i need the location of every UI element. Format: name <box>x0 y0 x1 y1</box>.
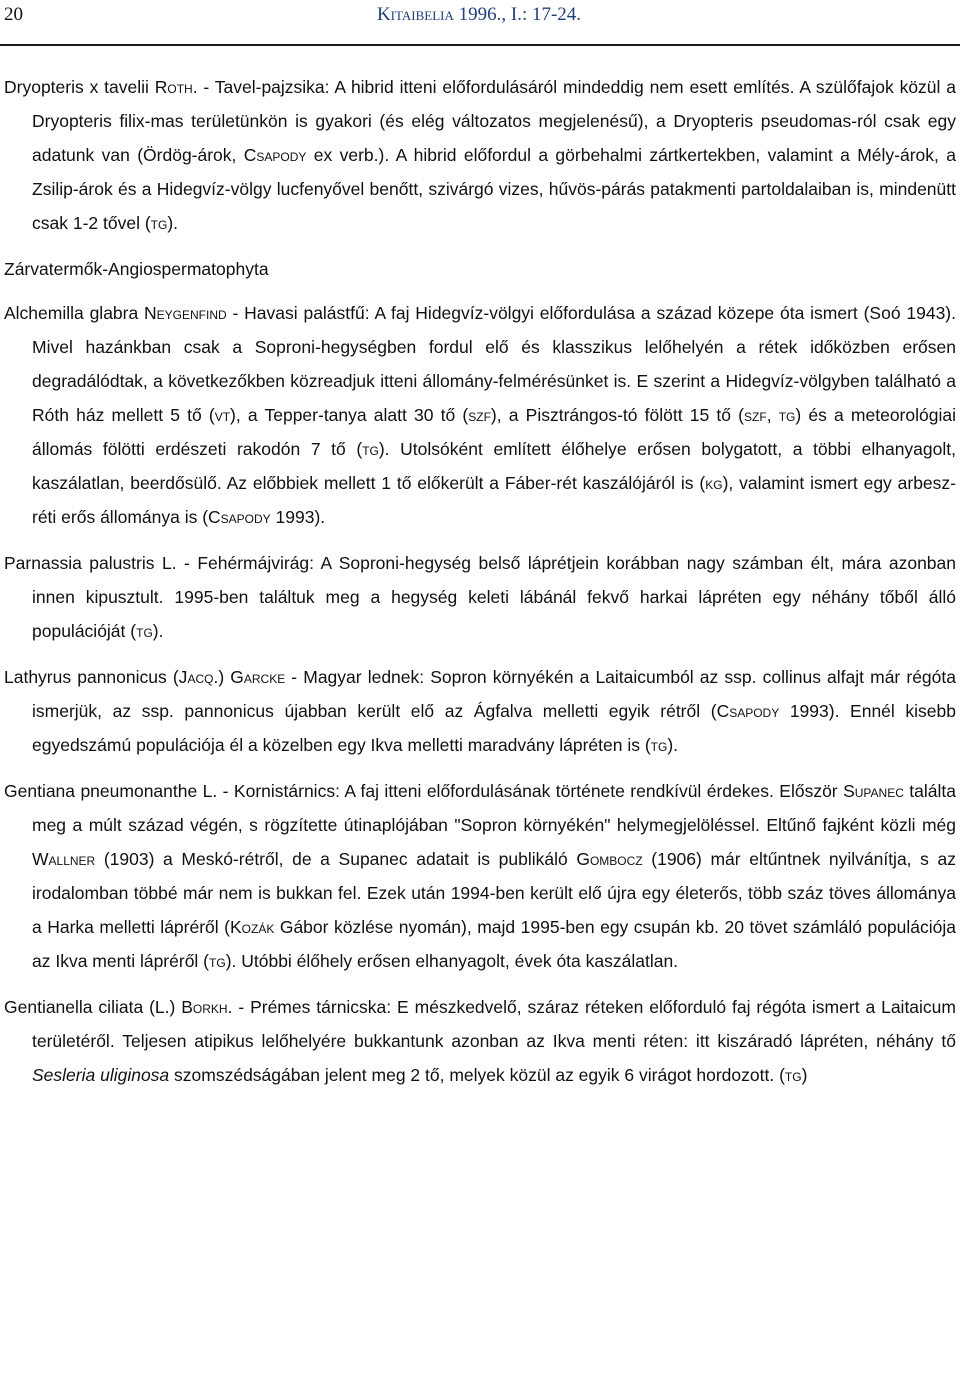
text-run: ), a Tepper-tanya alatt 30 tő ( <box>230 405 469 425</box>
author-name: tg <box>778 405 796 425</box>
text-run: Parnassia palustris L. - Fehérmájvirág: A Soproni-hegység belső láprétjein korábban nagy számban élt, mára azonban innen kipusztult. 1995-ben találtuk meg a hegység keleti lábánál fekvő harkai lápréten egy néhány tőből álló populációját ( <box>4 553 956 641</box>
species-entry-alchemilla <box>4 296 956 534</box>
text-run: szomszédságában jelent meg 2 tő, melyek közül az egyik 6 virágot hordozott. ( <box>169 1065 785 1085</box>
journal-name: Kitaibelia <box>376 4 454 25</box>
author-name: szf <box>744 405 767 425</box>
page-header <box>4 4 954 34</box>
text-run: 1993). Ennél kisebb egyedszámú populációja él a közelben egy Ikva melletti maradvány lápréten is ( <box>32 701 956 755</box>
species-entry-parnassia <box>4 546 956 648</box>
text-run: ), valamint ismert egy arbesz-réti erős állománya is (C <box>32 473 956 527</box>
text-run: ). <box>667 735 679 755</box>
species-name: Sesleria uliginosa <box>32 1065 170 1085</box>
text-run: - Magyar lednek: Sopron környékén a Laitaicumból az ssp. collinus alfajt már régóta ismerjük, az ssp. pannonicus újabban került elő az Ágfalva melletti egyik rétről (C <box>32 667 956 721</box>
author-name: tg <box>136 621 153 641</box>
author-name: sapody <box>220 507 271 527</box>
section-heading: Zárvatermők-Angiospermatophyta <box>4 259 269 279</box>
entry-paragraph <box>4 990 956 1092</box>
text-run: , <box>766 405 779 425</box>
species-entry-lathyrus <box>4 660 956 762</box>
text-run: - Havasi palástfű: A faj Hidegvíz-völgyi előfordulása a század közepe óta ismert (Soó 1943). Mivel hazánkban csak a Soproni-hegységben fordul elő és klasszikus lelőhelyén a rétek időközben erősen degradálódtak, a következőkben közreadjuk itteni állomány-felmérésünket is. E szerint a Hidegvíz-völgyben található a Róth ház mellett 5 tő ( <box>32 303 956 425</box>
text-run: ) és a meteorológiai állomás fölötti erdészeti rakodón 7 tő ( <box>32 405 956 459</box>
angiosperm-entries <box>4 296 956 1092</box>
author-name: szf <box>468 405 491 425</box>
fern-entries <box>4 70 956 240</box>
author-name: tg <box>150 213 168 233</box>
entry-paragraph <box>4 774 956 978</box>
entry-paragraph <box>4 296 956 534</box>
author-name: eygenfind <box>156 303 227 323</box>
text-run: .) G <box>213 667 244 687</box>
journal-citation: 1996., I.: 17-24. <box>453 4 582 25</box>
text-run: ). Utolsóként említett élőhelye erősen bolygatott, a többi elhanyagolt, kaszálatlan, beerdősülő. Az előbbiek mellett 1 tő előkerült a Fáber-rét kaszálójáról is ( <box>32 439 956 493</box>
author-name: ozák <box>241 917 275 937</box>
header-rule <box>0 44 960 46</box>
article-body <box>4 70 956 1104</box>
author-name: allner <box>48 849 96 869</box>
text-run: Gentianella ciliata (L.) B <box>4 997 193 1017</box>
text-run: Alchemilla glabra N <box>4 303 157 323</box>
species-entry-gentiana <box>4 774 956 978</box>
author-name: oth <box>167 77 193 97</box>
entry-paragraph <box>4 70 956 240</box>
page-number: 20 <box>4 4 23 25</box>
author-name: ombocz <box>589 849 643 869</box>
text-run: ), a Pisztrángos-tó fölött 15 tő ( <box>490 405 745 425</box>
author-name: upanec <box>854 781 904 801</box>
text-run: . - Prémes tárnicska: E mészkedvelő, száraz réteken előforduló faj régóta ismert a Laitaicum területéről. Teljesen atipikus lelőhelyére bukkantunk azonban az Ikva menti réten: itt kiszáradó lápréten, néhány tő <box>32 997 956 1051</box>
text-run: . - Tavel-pajzsika: A hibrid itteni előfordulásáról mindeddig nem esett említés. A szülőfajok közül a Dryopteris filix-mas területünkön is gyakori (és elég változatos megjelenésű), a Dryopteris pseudomas-ról csak egy adatunk van (Ördög-árok, C <box>32 77 956 165</box>
author-name: sapody <box>256 145 307 165</box>
author-name: tg <box>362 439 379 459</box>
text-run: ). Utóbbi élőhely erősen elhanyagolt, évek óta kaszálatlan. <box>225 951 679 971</box>
text-run: ex verb.). A hibrid előfordul a görbehalmi zártkertekben, valamint a Mély-árok, a Zsilip-árok és a Hidegvíz-völgy lucfenyővel benőtt, szivárgó vizes, hűvös-párás patakmenti partoldalaiban is, mindenütt csak 1-2 tővel ( <box>32 145 956 233</box>
text-run: Gábor közlése nyomán), majd 1995-ben egy csupán kb. 20 tövet számláló populációja az Ikva menti lápréről ( <box>32 917 956 971</box>
entry-paragraph <box>4 546 956 648</box>
text-run: (1906) már eltűntnek nyilvánítja, s az irodalomban többé már nem is bukkan fel. Ezek után 1994-ben került elő újra egy életerős, több száz töves állománya a Harka melletti lápréről (K <box>32 849 956 937</box>
author-name: acq <box>187 667 214 687</box>
author-name: orkh <box>192 997 228 1017</box>
text-run: Lathyrus pannonicus (J <box>4 667 188 687</box>
text-run: 1993). <box>270 507 326 527</box>
text-run: Gentiana pneumonanthe L. - Kornistárnics: A faj itteni előfordulásának története rendkívül érdekes. Először S <box>4 781 855 801</box>
author-name: sapody <box>729 701 780 721</box>
text-run: Dryopteris x tavelii R <box>4 77 168 97</box>
entry-paragraph <box>4 660 956 762</box>
author-name: tg <box>784 1065 802 1085</box>
author-name: arcke <box>243 667 286 687</box>
author-name: tg <box>650 735 668 755</box>
author-name: tg <box>209 951 226 971</box>
species-entry-dryopteris <box>4 70 956 240</box>
text-run: találta meg a múlt század végén, s rögzítette útinaplójában "Sopron környékén" helymegjelöléssel. Eltűnő fajként közli még W <box>32 781 956 869</box>
running-head <box>4 4 954 26</box>
text-run: ) <box>801 1065 808 1085</box>
text-run: (1903) a Meskó-rétről, de a Supanec adatait is publikáló G <box>95 849 590 869</box>
text-run: ). <box>152 621 164 641</box>
text-run: ). <box>167 213 179 233</box>
species-entry-gentianella <box>4 990 956 1092</box>
author-name: vt <box>214 405 231 425</box>
author-name: kg <box>705 473 723 493</box>
